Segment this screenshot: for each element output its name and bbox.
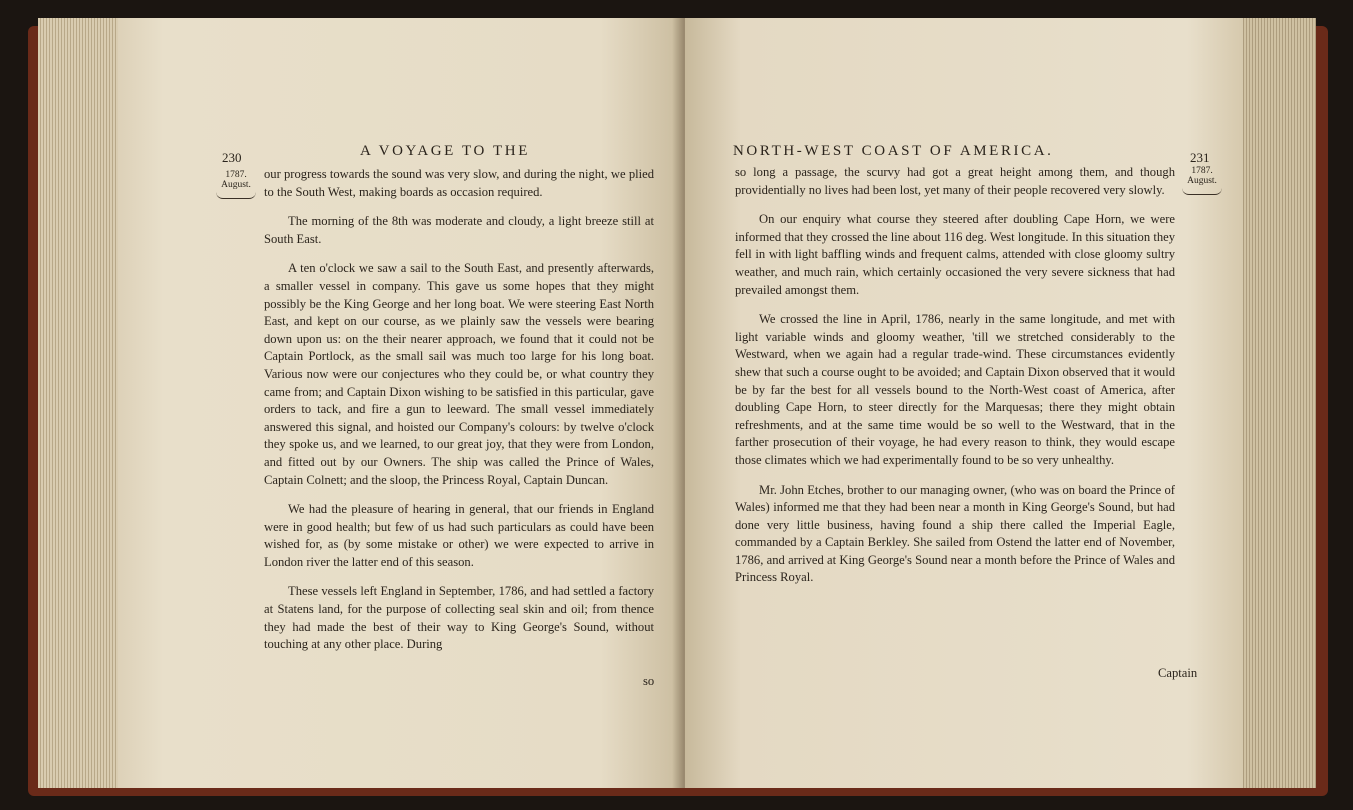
right-paragraph-1: so long a passage, the scurvy had got a great height among them, and though providentially no lives had been lost, yet many of their people recovered very slowly. [735, 165, 1175, 197]
left-text-block [264, 166, 654, 666]
left-paragraph-1: our progress towards the sound was very slow, and during the night, we plied to the South West, making boards as occasion required. [264, 167, 654, 199]
margin-brace [216, 192, 256, 199]
right-page-number: 231 [1190, 150, 1210, 165]
left-margin-note [216, 170, 256, 199]
margin-year: 1787. [1191, 166, 1213, 176]
right-page [685, 18, 1243, 788]
margin-year: 1787. [225, 170, 247, 180]
margin-month: August. [1187, 176, 1217, 186]
margin-month: August. [221, 180, 251, 190]
left-page-number: 230 [222, 150, 242, 165]
margin-brace [1182, 188, 1222, 195]
page-edges-left [38, 18, 128, 788]
left-paragraph-4: We had the pleasure of hearing in general, that our friends in England were in good health; but few of us had such particulars as could have been wished for, as (by some mistake or other) we were expected to arrive in London river the latter end of this season. [264, 502, 654, 569]
right-paragraph-2: On our enquiry what course they steered after doubling Cape Horn, we were informed that they crossed the line about 116 deg. West longitude. In this situation they fell in with light baffling winds and frequent calms, attended with close gloomy sultry weather, and much rain, which certainly occasioned the very severe sickness that had prevailed amongst them. [735, 212, 1175, 297]
left-running-head: A VOYAGE TO THE [360, 143, 530, 159]
left-paragraph-5: These vessels left England in September, 1786, and had settled a factory at Statens land, for the purpose of collecting seal skin and oil; from thence they had made the best of their way to King George's Sound, without touching at any other place. During [264, 584, 654, 652]
left-page [118, 18, 685, 788]
left-paragraph-3: A ten o'clock we saw a sail to the South East, and presently afterwards, a smaller vessel in company. This gave us some hopes that they might possibly be the King George and her long boat. We were steering East North East, and kept on our course, as we plainly saw the vessels were bearing down upon us: on the their nearer approach, we found that it could not be Captain Portlock, as the small sail was much too large for his long boat. Various now were our conjectures who they could be, or what country they came from; and Captain Dixon wishing to be satisfied in this particular, gave orders to tack, and fire a gun to leeward. The small vessel immediately answered this signal, and hoisted our Company's colours: by twelve o'clock they spoke us, and we learned, to our great joy, that they were from London, and fitted out by our Owners. The ship was called the Prince of Wales, Captain Colnett; and the sloop, the Princess Royal, Captain Duncan. [264, 261, 654, 487]
right-paragraph-3: We crossed the line in April, 1786, nearly in the same longitude, and met with light variable winds and gloomy weather, 'till we stretched considerably to the Westward, when we again had a regular trade-wind. These circumstances evidently shew that such a course ought to be avoided; and Captain Dixon observed that it would be by far the best for all vessels bound to the North-West coast of America, after doubling Cape Horn, to steer directly for the Marquesas; there they might obtain refreshments, and at the same time would be so well to the Westward, that in the farther prosecution of their voyage, he had every reason to think, they would escape those climates which we had experimentally found to be so very unhealthy. [735, 312, 1175, 467]
right-running-head: NORTH-WEST COAST OF AMERICA. [733, 143, 1054, 159]
right-text-block [735, 164, 1175, 599]
left-paragraph-2: The morning of the 8th was moderate and cloudy, a light breeze still at South East. [264, 214, 654, 246]
right-catchword: Captain [1158, 666, 1198, 680]
left-catchword: so [643, 674, 655, 688]
right-margin-note [1182, 166, 1222, 195]
right-paragraph-4: Mr. John Etches, brother to our managing owner, (who was on board the Prince of Wales) informed me that they had been near a month in King George's Sound, but had done very little business, having found a ship there called the Imperial Eagle, commanded by a Captain Berkley. She sailed from Ostend the latter end of November, 1786, and arrived at King George's Sound near a month before the Prince of Wales and Princess Royal. [735, 482, 1175, 585]
page-edges-right [1238, 18, 1316, 788]
